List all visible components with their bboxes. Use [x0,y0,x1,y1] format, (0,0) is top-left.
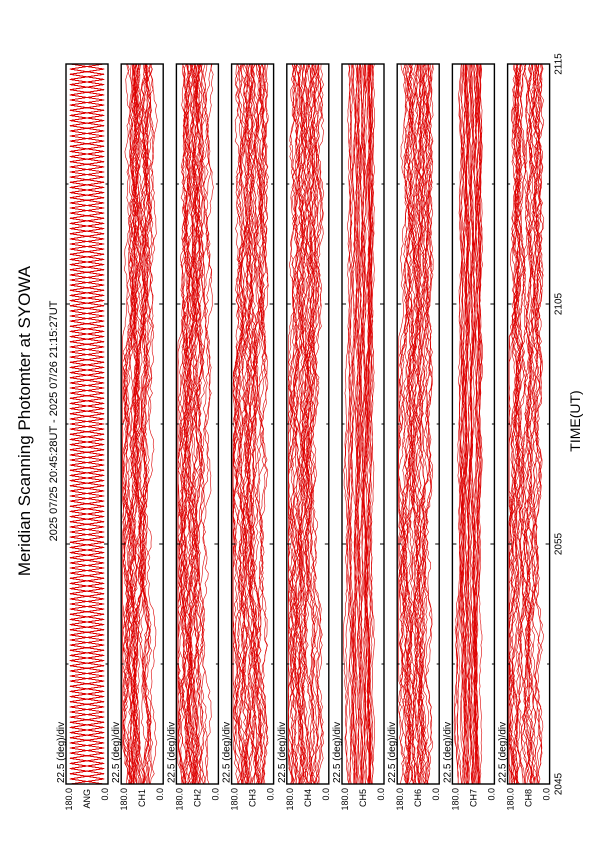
trace-line [70,64,104,784]
x-tick-label: 2115 [553,53,565,75]
scale-label: 22.5 (deg)/div [497,721,509,783]
scale-label: 22.5 (deg)/div [387,721,399,783]
trace-line [70,64,104,784]
x-axis-label: TIME(UT) [567,390,583,452]
y-min-label: 0.0 [376,788,386,801]
panel-traces [123,64,158,784]
trace-line [70,64,104,784]
panel-name-label: CH1 [137,789,148,808]
trace-line [70,64,104,784]
panel-ch2 [166,64,220,811]
y-max-label: 180.0 [505,788,516,811]
trace-line [70,64,104,784]
trace-line [70,64,104,784]
panel-name-label: ANG [82,789,92,809]
panel-name-label: CH4 [302,789,313,808]
panel-ch3 [222,64,276,811]
trace-line [70,64,104,784]
x-tick-label: 2105 [553,292,565,316]
scale-label: 22.5 (deg)/div [111,721,123,783]
y-max-label: 180.0 [119,788,130,811]
panel-frame [66,64,108,784]
trace-line [70,64,104,784]
panel-ch8 [498,64,552,811]
trace-line [415,64,434,784]
panel-name-label: CH8 [523,789,534,808]
trace-line [454,64,462,784]
panel-ch6 [387,64,441,811]
trace-line [70,64,104,784]
trace-line [70,64,104,784]
y-min-label: 0.0 [155,788,166,801]
y-min-label: 0.0 [486,788,497,801]
y-max-label: 180.0 [395,788,406,811]
scale-label: 22.5 (deg)/div [166,721,178,783]
trace-line [70,64,104,784]
trace-line [195,64,214,784]
chart-title: Meridian Scanning Photomter at SYOWA [15,265,34,577]
y-min-label: 0.0 [541,788,552,801]
trace-line [70,64,104,784]
y-max-label: 180.0 [229,788,240,811]
panel-traces [288,64,324,784]
panel-ch1 [111,64,165,811]
trace-line [70,64,104,784]
panel-traces [233,64,269,784]
panel-traces [399,64,434,784]
trace-line [70,64,104,784]
x-tick-label: 2055 [553,532,565,556]
panel-traces [509,64,544,784]
y-min-label: 0.0 [431,788,442,801]
y-max-label: 180.0 [340,788,350,811]
trace-line [70,64,104,784]
panel-ch7 [442,64,496,811]
trace-line [70,64,104,784]
panel-name-label: CH5 [358,789,368,808]
panel-name-label: CH7 [468,789,479,808]
panel-name-label: CH2 [192,789,203,808]
trace-line [70,64,104,784]
trace-line [70,64,104,784]
trace-line [70,64,104,784]
trace-line [70,64,104,784]
trace-line [70,64,104,784]
panel-ch5 [332,64,386,811]
y-max-label: 180.0 [450,788,461,811]
trace-line [70,64,104,784]
trace-line [70,64,104,784]
panel-traces [454,64,483,784]
y-min-label: 0.0 [100,788,110,801]
scale-label: 22.5 (deg)/div [221,721,233,783]
trace-line [70,64,104,784]
y-max-label: 180.0 [174,788,185,811]
y-max-label: 180.0 [64,788,74,811]
trace-line [70,64,104,784]
x-tick-label: 2045 [553,772,565,796]
panel-traces [178,64,214,784]
trace-line [70,64,104,784]
scale-label: 22.5 (deg)/div [56,721,67,783]
trace-line [70,64,104,784]
scale-label: 22.5 (deg)/div [442,721,454,783]
trace-line [70,64,104,784]
trace-line [70,64,104,784]
panel-ang [56,64,110,811]
panel-name-label: CH3 [247,789,258,808]
trace-line [70,64,104,784]
panel-traces [70,64,104,784]
trace-line [70,64,104,784]
panel-ch4 [277,64,331,811]
y-min-label: 0.0 [265,788,276,801]
y-max-label: 180.0 [284,788,295,811]
trace-line [70,64,104,784]
scale-label: 22.5 (deg)/div [276,721,288,783]
scale-label: 22.5 (deg)/div [332,721,343,783]
y-min-label: 0.0 [320,788,331,801]
chart-subtitle: 2025 07/25 20:45:28UT - 2025 07/26 21:15:27UT [48,300,60,542]
panels-group [56,53,565,811]
y-min-label: 0.0 [210,788,221,801]
trace-line [521,64,538,784]
panel-name-label: CH6 [413,789,424,808]
trace-line [70,64,104,784]
panel-traces [344,64,375,784]
trace-line [70,64,104,784]
